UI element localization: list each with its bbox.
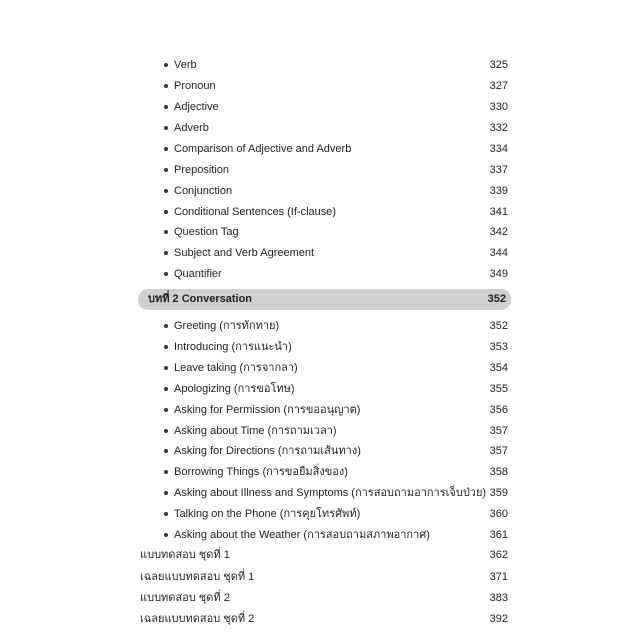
bullet-icon	[164, 429, 168, 433]
toc-item-label: Adjective	[174, 101, 219, 113]
toc-item-page: 360	[489, 508, 508, 520]
toc-item	[138, 525, 508, 546]
toc-item	[138, 441, 508, 462]
bullet-icon	[164, 168, 168, 172]
toc-test-label: แบบทดสอบ ชุดที่ 1	[140, 549, 230, 561]
toc-test-page: 392	[489, 613, 508, 625]
bullet-icon	[164, 533, 168, 537]
toc-item-label: Conditional Sentences (If-clause)	[174, 206, 337, 218]
toc-item-label: Question Tag	[174, 226, 239, 238]
toc-item	[138, 358, 508, 379]
toc-item-label: Subject and Verb Agreement	[174, 247, 315, 259]
toc-item-label: Greeting (การทักทาย)	[174, 320, 280, 332]
toc-item-label: Asking about Time (การถามเวลา)	[174, 425, 337, 437]
chapter-title: บทที่ 2 Conversation	[148, 293, 253, 305]
toc-item-page: 358	[489, 466, 508, 478]
toc-item	[138, 76, 508, 97]
bullet-icon	[164, 251, 168, 255]
toc-item-page: 356	[489, 404, 508, 416]
toc-test-label: แบบทดสอบ ชุดที่ 2	[140, 592, 230, 604]
toc-item-page: 337	[489, 164, 508, 176]
bullet-icon	[164, 366, 168, 370]
toc-item-label: Adverb	[174, 122, 209, 134]
toc-item	[138, 160, 508, 181]
toc-item	[138, 400, 508, 421]
toc-test-label: เฉลยแบบทดสอบ ชุดที่ 2	[140, 613, 255, 625]
toc-item-page: 330	[489, 101, 508, 113]
toc-test-page: 383	[489, 592, 508, 604]
toc-item	[138, 316, 508, 337]
bullet-icon	[164, 491, 168, 495]
toc-item	[138, 421, 508, 442]
toc-item	[138, 337, 508, 358]
toc-item-label: Verb	[174, 59, 197, 71]
toc-item	[138, 483, 508, 504]
bullet-icon	[164, 230, 168, 234]
toc-item	[138, 222, 508, 243]
bullet-icon	[164, 387, 168, 391]
toc-item	[138, 243, 508, 264]
bullet-icon	[164, 470, 168, 474]
toc-item	[138, 504, 508, 525]
toc-item	[138, 264, 508, 285]
toc-item-label: Asking for Directions (การถามเส้นทาง)	[174, 445, 361, 457]
toc-item-label: Talking on the Phone (การคุยโทรศัพท์)	[174, 508, 361, 520]
toc-test-item	[138, 545, 508, 566]
toc-item	[138, 139, 508, 160]
bullet-icon	[164, 147, 168, 151]
toc-item-page: 344	[489, 247, 508, 259]
toc-test-item	[138, 567, 508, 588]
toc-item-page: 339	[489, 185, 508, 197]
toc-item-label: Preposition	[174, 164, 230, 176]
toc-item	[138, 462, 508, 483]
toc-item-page: 353	[489, 341, 508, 353]
toc-item	[138, 181, 508, 202]
toc-item-label: Introducing (การแนะนำ)	[174, 341, 292, 353]
toc-item-label: Asking for Permission (การขออนุญาต)	[174, 404, 361, 416]
toc-item-page: 354	[489, 362, 508, 374]
toc-item-label: Apologizing (การขอโทษ)	[174, 383, 295, 395]
bullet-icon	[164, 84, 168, 88]
toc-item-label: Leave taking (การจากลา)	[174, 362, 298, 374]
toc-item-page: 357	[489, 425, 508, 437]
bullet-icon	[164, 105, 168, 109]
chapter-page: 352	[487, 293, 506, 305]
bullet-icon	[164, 345, 168, 349]
toc-item-label: Pronoun	[174, 80, 216, 92]
toc-item-label: Borrowing Things (การขอยืมสิ่งของ)	[174, 466, 348, 478]
bullet-icon	[164, 63, 168, 67]
bullet-icon	[164, 324, 168, 328]
toc-item-label: Conjunction	[174, 185, 233, 197]
bullet-icon	[164, 210, 168, 214]
toc-item-page: 357	[489, 445, 508, 457]
toc-item-label: Comparison of Adjective and Adverb	[174, 143, 352, 155]
toc-item-label: Quantifier	[174, 268, 222, 280]
toc-item-label: Asking about the Weather (การสอบถามสภาพอากาศ)	[174, 529, 430, 541]
chapter-heading	[138, 289, 511, 310]
toc-test-page: 371	[489, 571, 508, 583]
toc-test-label: เฉลยแบบทดสอบ ชุดที่ 1	[140, 571, 255, 583]
toc-test-item	[138, 609, 508, 630]
toc-item	[138, 55, 508, 76]
bullet-icon	[164, 189, 168, 193]
toc-item-page: 342	[489, 226, 508, 238]
toc-test-page: 362	[489, 549, 508, 561]
toc-item-page: 325	[489, 59, 508, 71]
toc-item-page: 361	[489, 529, 508, 541]
toc-item	[138, 202, 508, 223]
bullet-icon	[164, 512, 168, 516]
bullet-icon	[164, 126, 168, 130]
toc-item-page: 327	[489, 80, 508, 92]
bullet-icon	[164, 272, 168, 276]
toc-item	[138, 97, 508, 118]
toc-item-page: 359	[489, 487, 508, 499]
toc-item	[138, 118, 508, 139]
bullet-icon	[164, 449, 168, 453]
toc-item-page: 349	[489, 268, 508, 280]
toc-item-label: Asking about Illness and Symptoms (การสอบถามอาการเจ็บป่วย)	[174, 487, 487, 499]
toc-item-page: 332	[489, 122, 508, 134]
toc-item	[138, 379, 508, 400]
toc-test-item	[138, 588, 508, 609]
toc-item-page: 355	[489, 383, 508, 395]
toc-item-page: 341	[489, 206, 508, 218]
toc-item-page: 352	[489, 320, 508, 332]
toc-item-page: 334	[489, 143, 508, 155]
bullet-icon	[164, 408, 168, 412]
